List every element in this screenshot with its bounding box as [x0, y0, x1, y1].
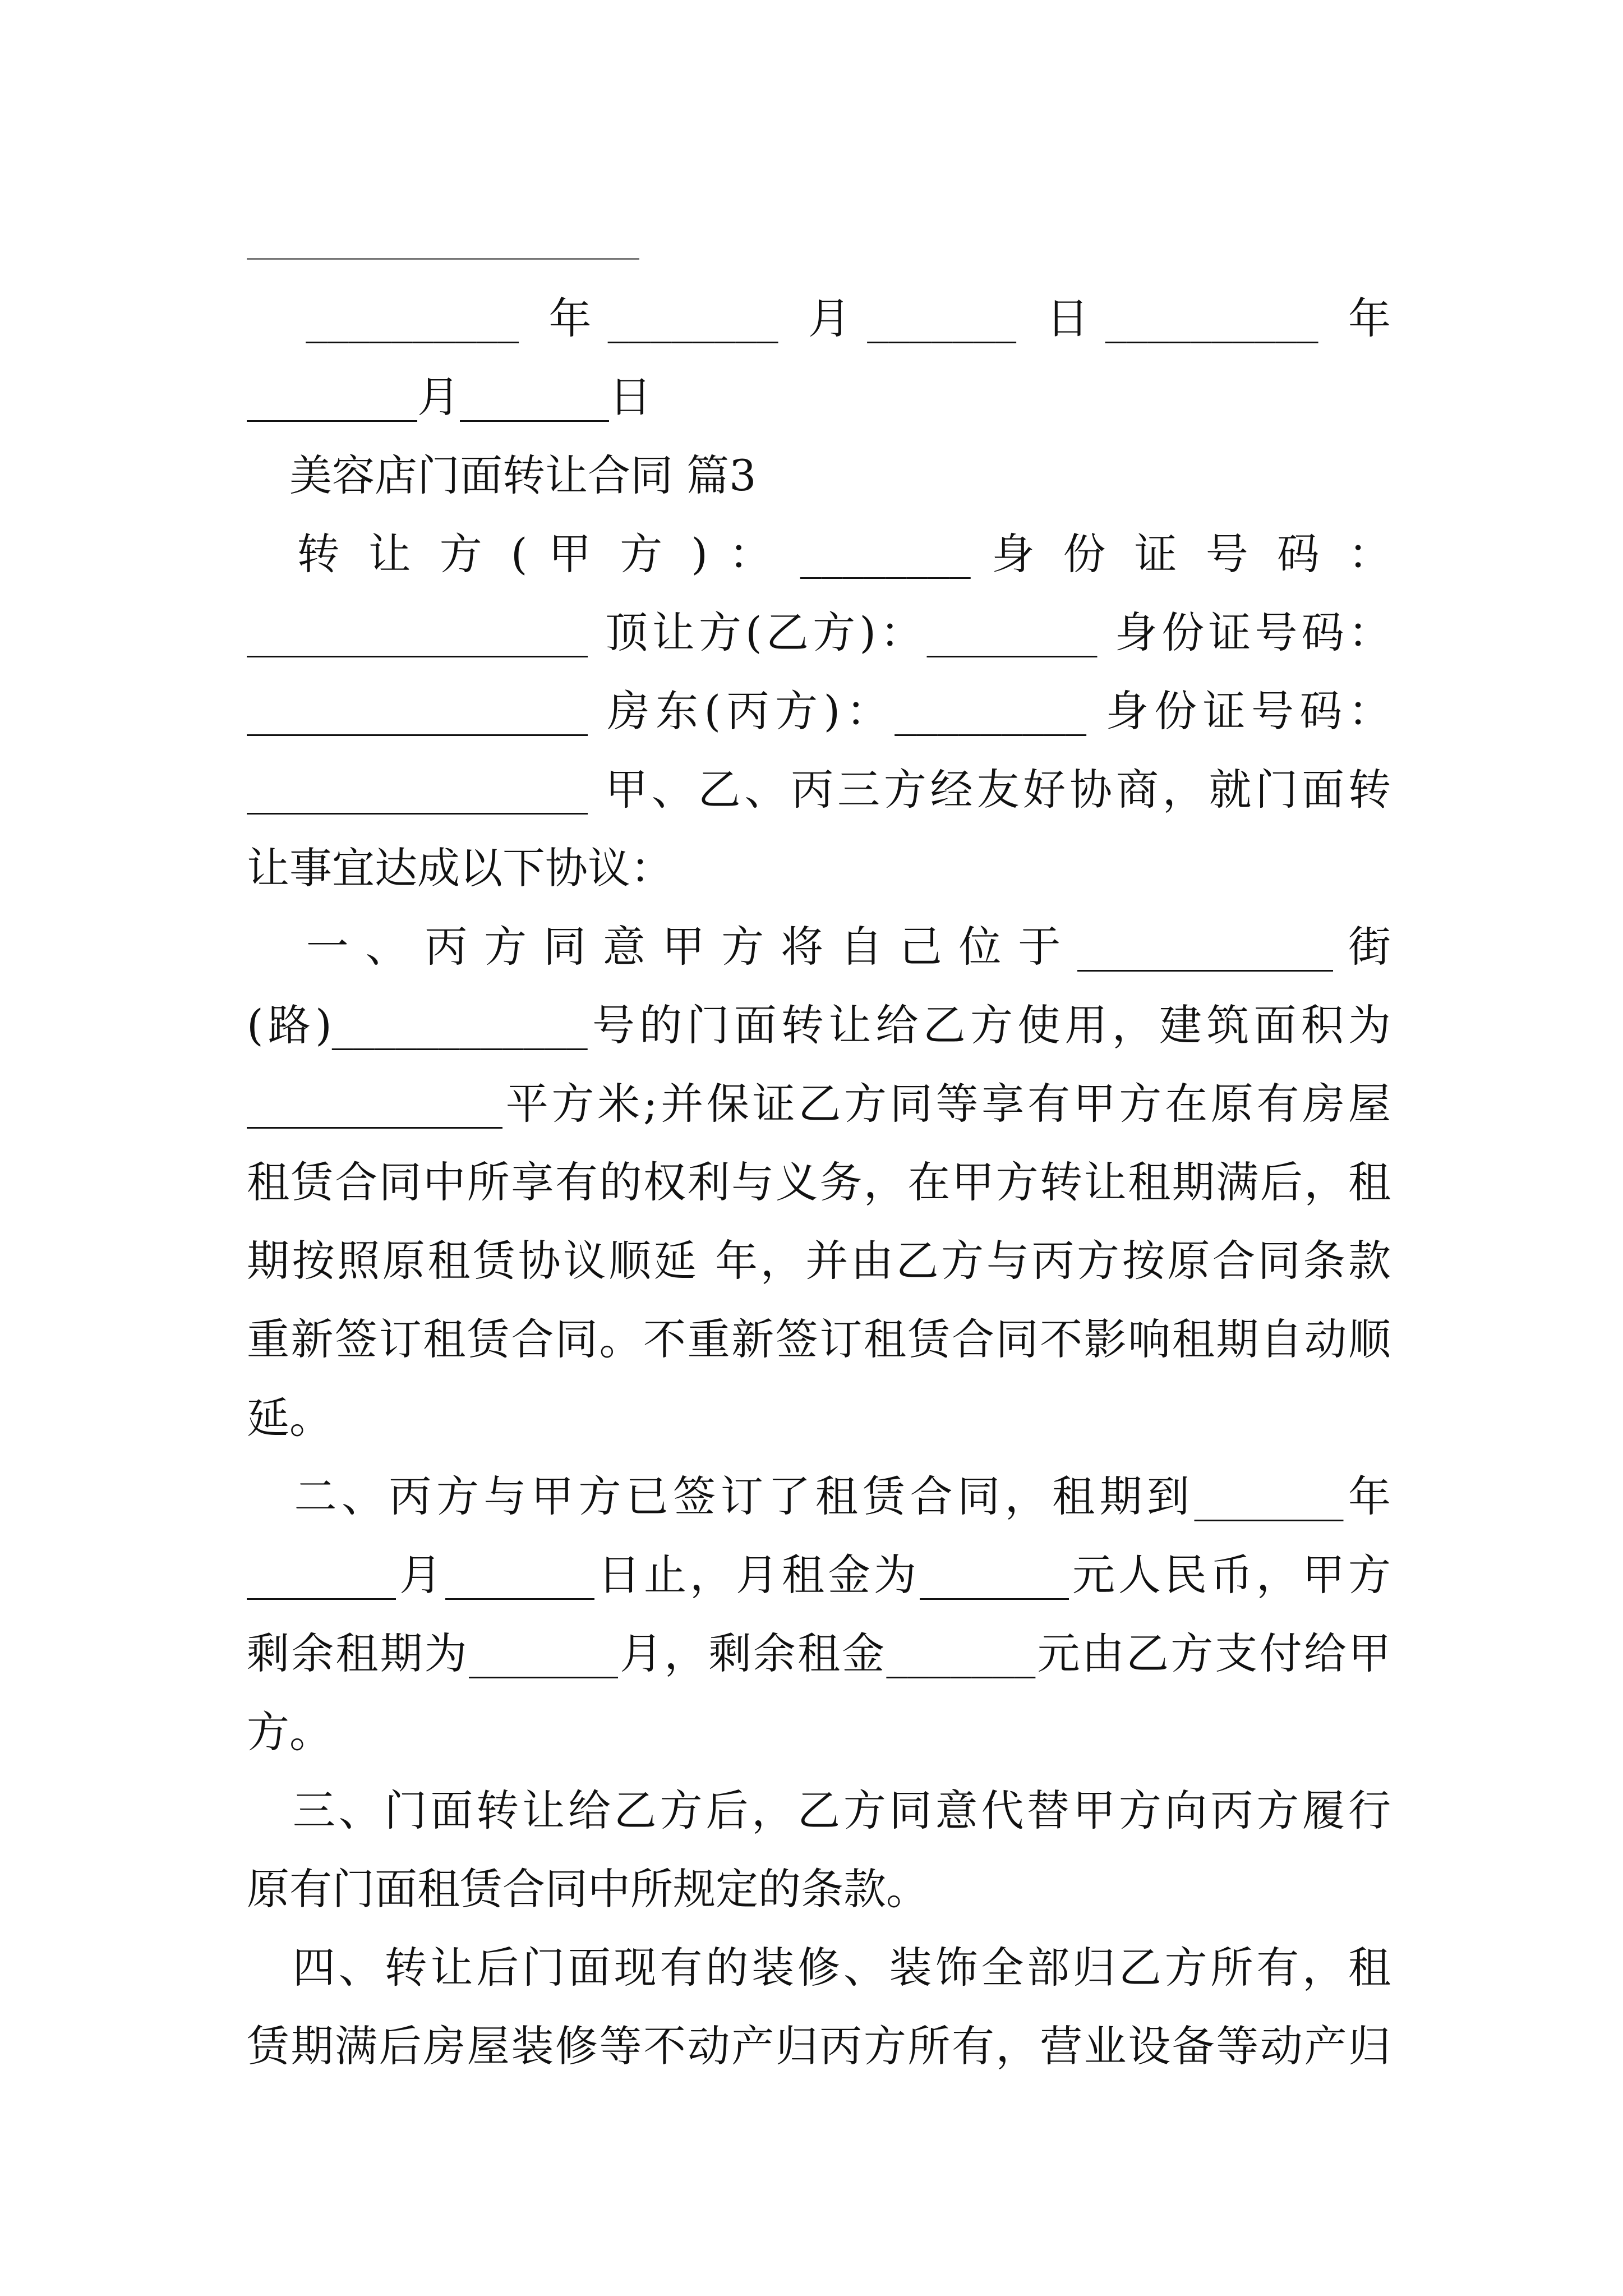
clause-1-line-1: 一 、 丙 方 同 意 甲 方 将 自 己 位 于 ____________ 街 [247, 922, 1391, 972]
clause-1-line-4: 租赁合同中所享有的权利与义务，在甲方转让租期满后，租 [247, 1157, 1391, 1207]
agreement-intro-line-1: ________________ 甲、乙、丙三方经友好协商，就门面转 [247, 765, 1391, 815]
clause-1-line-5: 期按照原租赁协议顺延 年，并由乙方与丙方按原合同条款 [247, 1236, 1391, 1286]
clause-4-line-1: 四、转让后门面现有的装修、装饰全部归乙方所有，租 [247, 1943, 1391, 1993]
clause-3-line-1: 三、门面转让给乙方后，乙方同意代替甲方向丙方履行 [247, 1786, 1391, 1835]
party-b-line: ________________ 顶让方(乙方)：________ 身份证号码： [247, 608, 1391, 657]
clause-1-line-7: 延。 [247, 1393, 332, 1443]
clause-2-line-1: 二、丙方与甲方已签订了租赁合同，租期到_______年 [247, 1471, 1391, 1521]
date-line-2: ________月_______日 [247, 372, 652, 422]
clause-3-line-2: 原有门面租赁合同中所规定的条款。 [247, 1864, 929, 1914]
clause-1-line-6: 重新签订租赁合同。不重新签订租赁合同不影响租期自动顺 [247, 1314, 1391, 1364]
agreement-intro-line-2: 让事宜达成以下协议： [247, 843, 673, 893]
party-c-line: ________________ 房东(丙方)：_________ 身份证号码： [247, 686, 1391, 736]
top-rule [247, 258, 639, 260]
clause-1-line-3: ____________平方米;并保证乙方同等享有甲方在原有房屋 [247, 1079, 1391, 1129]
clause-2-line-3: 剩余租期为_______月，剩余租金_______元由乙方支付给甲 [247, 1628, 1391, 1678]
party-a-line: 转 让 方 ( 甲 方 ) ： ________ 身 份 证 号 码 ： [247, 529, 1391, 579]
date-line-1: __________ 年________ 月_______ 日__________ 年 [247, 293, 1391, 343]
clause-2-line-4: 方。 [247, 1707, 332, 1757]
clause-4-line-2: 赁期满后房屋装修等不动产归丙方所有，营业设备等动产归 [247, 2021, 1391, 2071]
section-title: 美容店门面转让合同 篇3 [247, 450, 757, 500]
clause-2-line-2: _______月_______日止，月租金为_______元人民币，甲方 [247, 1550, 1391, 1600]
clause-1-line-2: (路)____________号的门面转让给乙方使用，建筑面积为 [247, 1000, 1391, 1050]
